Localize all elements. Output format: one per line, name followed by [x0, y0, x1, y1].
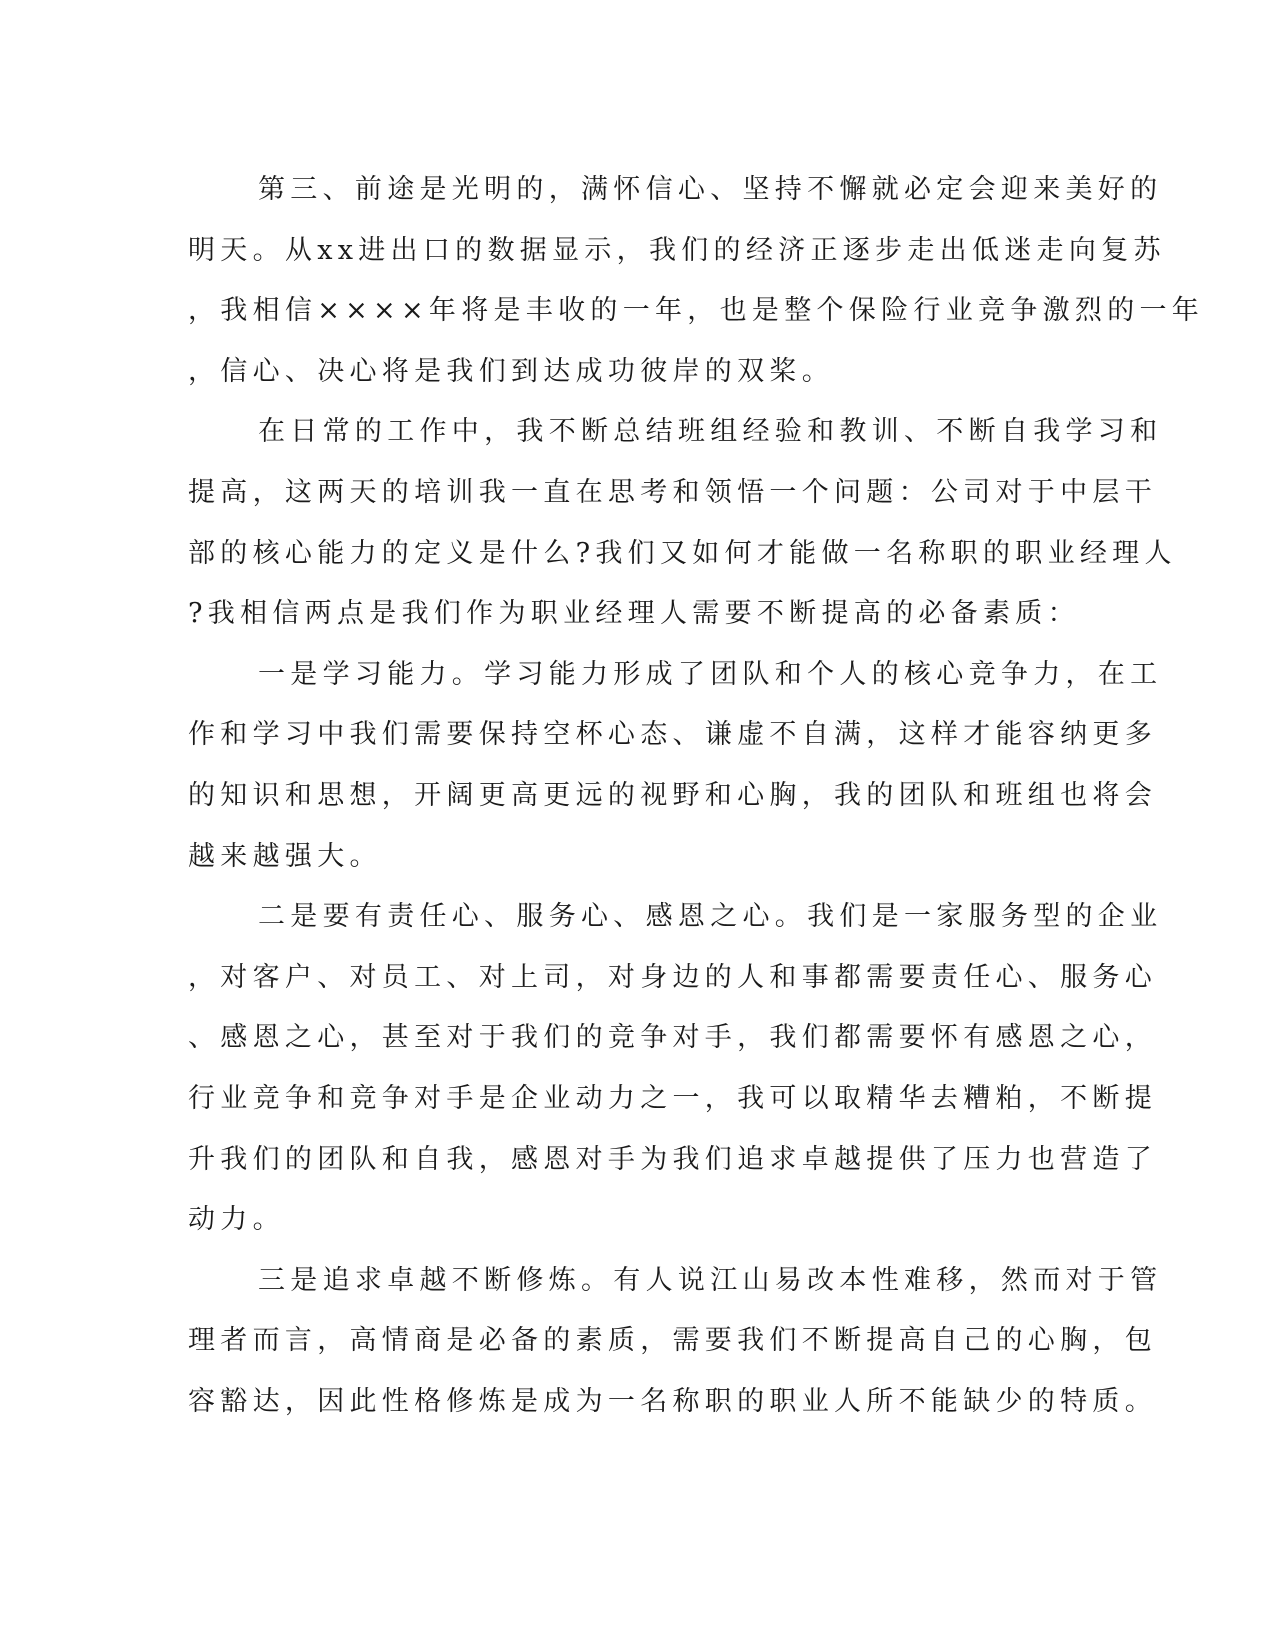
- paragraph-4-line-4: 行业竞争和竞争对手是企业动力之一，我可以取精华去糟粕，不断提: [188, 1082, 1157, 1114]
- paragraph-3-line-4: 越来越强大。: [188, 840, 382, 872]
- document-body: [188, 160, 1205, 1432]
- paragraph-3-line-1: 一是学习能力。学习能力形成了团队和个人的核心竞争力，在工: [258, 658, 1163, 690]
- paragraph-5-line-3: 容豁达，因此性格修炼是成为一名称职的职业人所不能缺少的特质。: [188, 1385, 1157, 1417]
- paragraph-1-line-1: 第三、前途是光明的，满怀信心、坚持不懈就必定会迎来美好的: [258, 174, 1163, 205]
- paragraph-4-line-1: 二是要有责任心、服务心、感恩之心。我们是一家服务型的企业: [258, 901, 1163, 933]
- paragraph-2-line-3: 部的核心能力的定义是什么?我们又如何才能做一名称职的职业经理人: [188, 537, 1177, 569]
- paragraph-5-line-1: 三是追求卓越不断修炼。有人说江山易改本性难移，然而对于管: [258, 1264, 1163, 1296]
- paragraph-3-line-2: 作和学习中我们需要保持空杯心态、谦虚不自满，这样才能容纳更多: [188, 719, 1157, 751]
- paragraph-4-line-6: 动力。: [188, 1204, 285, 1236]
- paragraph-1-line-4: ，信心、决心将是我们到达成功彼岸的双桨。: [188, 355, 834, 387]
- paragraph-4-line-5: 升我们的团队和自我，感恩对手为我们追求卓越提供了压力也营造了: [188, 1143, 1157, 1175]
- paragraph-4-line-2: ，对客户、对员工、对上司，对身边的人和事都需要责任心、服务心: [188, 961, 1157, 993]
- paragraph-3-line-3: 的知识和思想，开阔更高更远的视野和心胸，我的团队和班组也将会: [188, 779, 1157, 811]
- paragraph-2-line-4: ?我相信两点是我们作为职业经理人需要不断提高的必备素质：: [188, 598, 1080, 630]
- paragraph-4-line-3: 、感恩之心，甚至对于我们的竞争对手，我们都需要怀有感恩之心，: [188, 1022, 1157, 1054]
- paragraph-1-line-2: 明天。从xx进出口的数据显示，我们的经济正逐步走出低迷走向复苏: [188, 234, 1166, 266]
- paragraph-5-line-2: 理者而言，高情商是必备的素质，需要我们不断提高自己的心胸，包: [188, 1325, 1157, 1357]
- paragraph-2-line-2: 提高，这两天的培训我一直在思考和领悟一个问题：公司对于中层干: [188, 476, 1157, 508]
- paragraph-2-line-1: 在日常的工作中，我不断总结班组经验和教训、不断自我学习和: [258, 416, 1163, 448]
- paragraph-1-line-3: ，我相信××××年将是丰收的一年，也是整个保险行业竞争激烈的一年: [188, 295, 1205, 327]
